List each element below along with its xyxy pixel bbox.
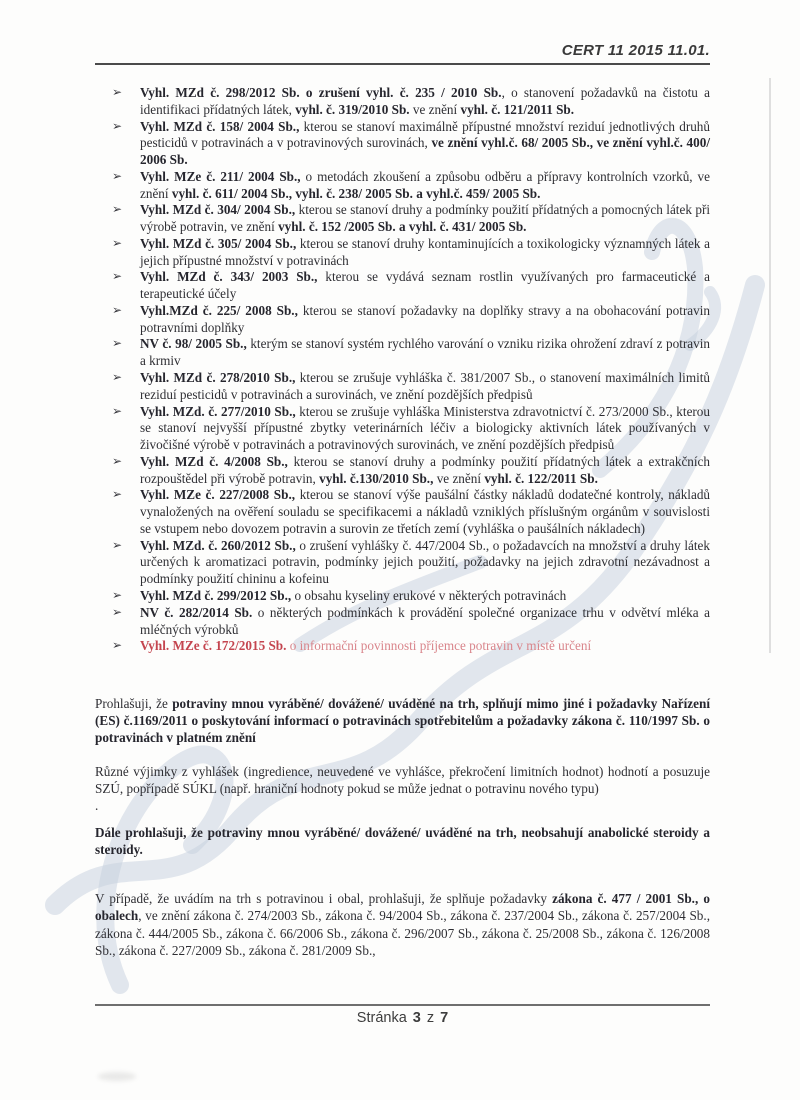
text-segment: Vyhl.MZd č. 225/ 2008 Sb., bbox=[140, 302, 298, 318]
arrow-bullet-icon: ➢ bbox=[112, 235, 123, 250]
text-segment: Různé výjimky z vyhlášek (ingredience, neuvedené ve vyhlášce, překročení limitních hodnot) hodnotí a posuzuje SZÚ, popřípadě SÚKL (např. hraniční hodnoty pokud se může jednat o potravinu nového typu) bbox=[95, 763, 714, 796]
arrow-bullet-icon: ➢ bbox=[112, 638, 123, 653]
regulation-item bbox=[95, 370, 714, 404]
paragraph bbox=[95, 797, 710, 814]
regulation-item bbox=[95, 302, 714, 337]
text-segment: V případě, že uvádím na trh s potravinou i obal, prohlašuji, že splňuje požadavky bbox=[95, 891, 553, 907]
arrow-bullet-icon: ➢ bbox=[112, 336, 123, 351]
arrow-bullet-icon: ➢ bbox=[112, 85, 123, 99]
footer-total-pages: 7 bbox=[440, 1010, 449, 1026]
arrow-bullet-icon: ➢ bbox=[112, 370, 123, 385]
text-segment: Vyhl. MZd. č. 260/2012 Sb., bbox=[140, 537, 296, 553]
text-segment: NV č. 98/ 2005 Sb., bbox=[140, 336, 247, 352]
text-segment: ve znění bbox=[409, 101, 461, 117]
text-segment: o obsahu kyseliny erukové v některých potravinách bbox=[291, 587, 567, 603]
paragraph bbox=[95, 824, 714, 858]
regulation-item bbox=[95, 269, 714, 303]
text-segment: o některých podmínkách k provádění společné organizace trhu v odvětví mléka a mléčných výrobků bbox=[140, 604, 714, 637]
text-segment: Vyhl. MZe č. 227/2008 Sb., bbox=[140, 487, 296, 503]
text-segment: kterou se zrušuje vyhláška č. 381/2007 Sb., o stanovení maximálních limitů reziduí pesticidů v potravinách a surovinách, ve znění pozdějších předpisů bbox=[140, 370, 714, 402]
footer-of-label: z bbox=[426, 1010, 435, 1026]
arrow-bullet-icon: ➢ bbox=[112, 487, 123, 502]
scan-smudge-artifact bbox=[98, 1072, 136, 1081]
regulation-item bbox=[95, 168, 714, 203]
footer-label: Stránka bbox=[356, 1010, 407, 1026]
paragraph bbox=[95, 890, 714, 959]
text-segment: Vyhl. MZd č. 278/2010 Sb., bbox=[140, 370, 296, 386]
text-segment: kterou se stanoví druhy a podmínky použití přídatných látek a extrakčních rozpouštědel při výrobě potravin, bbox=[140, 453, 714, 486]
arrow-bullet-icon: ➢ bbox=[112, 537, 123, 552]
text-segment: Vyhl. MZd č. 304/ 2004 Sb., bbox=[140, 202, 296, 218]
text-segment: Vyhl. MZd č. 299/2012 Sb., bbox=[140, 587, 292, 603]
text-segment: Vyhl. MZe č. 172/2015 Sb. bbox=[140, 638, 287, 654]
text-segment: vyhl. č. 122/2011 Sb. bbox=[484, 470, 598, 486]
paragraph bbox=[95, 695, 714, 746]
regulation-item bbox=[95, 235, 714, 270]
arrow-bullet-icon: ➢ bbox=[112, 604, 123, 619]
declarations bbox=[95, 695, 714, 959]
arrow-bullet-icon: ➢ bbox=[112, 202, 123, 217]
text-segment: vyhl. č. 152 /2005 Sb. a vyhl. č. 431/ 2005 Sb. bbox=[278, 219, 527, 235]
regulation-item bbox=[95, 588, 710, 605]
arrow-bullet-icon: ➢ bbox=[112, 269, 123, 284]
text-segment: kterou se zrušuje vyhláška Ministerstva zdravotnictví č. 273/2000 Sb., kterou se stanoví nejvyšší přípustné zbytky veterinárních léčiv a biologicky aktivních látek používaných v živočišné výrobě v potravinách a potravinových surovinách, ve znění pozdějších předpisů bbox=[140, 403, 714, 453]
text-segment: Prohlašuji, že bbox=[95, 696, 173, 712]
arrow-bullet-icon: ➢ bbox=[112, 168, 123, 183]
text-segment: , o stanovení požadavků na čistotu a identifikaci přídatných látek, bbox=[140, 85, 714, 117]
text-segment: kterým se stanoví systém rychlého varování o vzniku rizika ohrožení zdraví z potravin a krmiv bbox=[140, 336, 714, 369]
text-segment: vyhl. č.130/2010 Sb., bbox=[319, 470, 434, 486]
text-segment: Vyhl. MZd. č. 277/2010 Sb., bbox=[140, 403, 296, 419]
text-segment: kterou se stanoví druhy a podmínky použití přídatných a pomocných látek při výrobě potravin, ve znění bbox=[140, 202, 714, 235]
arrow-bullet-icon: ➢ bbox=[112, 587, 123, 602]
regulation-item bbox=[95, 85, 714, 119]
text-segment: Dále prohlašuji, že potraviny mnou vyráběné/ dovážené/ uváděné na trh, neobsahují anabolické steroidy a steroidy. bbox=[95, 824, 714, 858]
text-segment: kterou se stanoví maximálně přípustné množství reziduí jednotlivých druhů pesticidů v potravinách a v potravinových surovinách, bbox=[140, 118, 714, 151]
regulation-item bbox=[95, 453, 714, 488]
text-segment: ve znění bbox=[433, 470, 485, 486]
regulation-item bbox=[95, 202, 714, 236]
arrow-bullet-icon: ➢ bbox=[112, 403, 123, 418]
text-segment: Vyhl. MZd č. 343/ 2003 Sb., bbox=[140, 269, 318, 285]
regulation-item bbox=[95, 403, 714, 454]
text-segment: NV č. 282/2014 Sb. bbox=[140, 604, 253, 620]
regulation-item bbox=[95, 604, 714, 639]
text-segment: kterou se stanoví výše paušální částky nákladů dodatečné kontroly, nákladů vynaložených na ověření souladu se specifikacemi a nákladů vzniklých příslušným orgánům v souvislosti se vstupem nebo dovozem potravin a surovin ze třetích zemí (vyhláška o paušálních nákladech) bbox=[140, 487, 714, 536]
arrow-bullet-icon: ➢ bbox=[112, 453, 123, 468]
footer-page-number: 3 bbox=[412, 1010, 421, 1026]
regulation-item bbox=[95, 336, 714, 370]
text-segment: , ve znění zákona č. 274/2003 Sb., zákona č. 94/2004 Sb., zákona č. 237/2004 Sb., zákona č. 257/2004 Sb., zákona č. 444/2005 Sb., zákona č. 66/2006 Sb., zákona č. 296/2007 Sb., zákona č. 25/2008 Sb., zákona č. 126/2008 Sb., zákona č. 227/2009 Sb., zákona č. 281/2009 Sb., bbox=[95, 908, 714, 958]
paragraph bbox=[95, 763, 714, 797]
text-segment: Vyhl. MZe č. 211/ 2004 Sb., bbox=[140, 168, 301, 184]
regulation-list bbox=[95, 85, 714, 655]
text-segment: vyhl. č. 319/2010 Sb. bbox=[295, 101, 410, 117]
text-segment: Vyhl. MZd č. 158/ 2004 Sb., bbox=[140, 118, 300, 134]
text-segment: kterou se stanoví druhy kontaminujících a toxikologicky významných látek a jejich přípustné množství v potravinách bbox=[140, 235, 714, 268]
regulation-item bbox=[95, 537, 714, 588]
text-segment: vyhl. č. 121/2011 Sb. bbox=[460, 101, 575, 117]
text-segment: vyhl. č. 611/ 2004 Sb., vyhl. č. 238/ 2005 Sb. a vyhl.č. 459/ 2005 Sb. bbox=[171, 185, 541, 201]
text-segment: Vyhl. MZd č. 298/2012 Sb. o zrušení vyhl. č. 235 / 2010 Sb. bbox=[140, 85, 502, 100]
regulation-item bbox=[95, 487, 714, 537]
text-segment: potraviny mnou vyráběné/ dovážené/ uváděné na trh, splňují mimo jiné i požadavky Nařízení (ES) č.1169/2011 o poskytování informací o potravinách spotřebitelům a požadavky zákona č. 110/1997 Sb. o potravinách v platném znění bbox=[95, 696, 714, 746]
text-segment: kterou se vydává seznam rostlin využívaných pro farmaceutické a terapeutické účely bbox=[140, 269, 714, 302]
text-segment: Vyhl. MZd č. 4/2008 Sb., bbox=[140, 453, 288, 469]
arrow-bullet-icon: ➢ bbox=[112, 118, 123, 133]
document-header bbox=[95, 42, 710, 65]
text-segment: kterou se stanoví požadavky na doplňky stravy a na obohacování potravin potravními doplňky bbox=[140, 302, 714, 335]
text-segment: o metodách zkoušení a způsobu odběru a přípravy kontrolních vzorků, ve znění bbox=[140, 168, 714, 201]
document-code: CERT 11 2015 11.01. bbox=[561, 42, 710, 59]
regulation-item bbox=[95, 638, 710, 655]
text-segment: Vyhl. MZd č. 305/ 2004 Sb., bbox=[140, 235, 297, 251]
text-segment: . bbox=[95, 797, 99, 813]
page-footer bbox=[95, 1004, 710, 1026]
text-segment: ve znění vyhl.č. 68/ 2005 Sb., ve znění vyhl.č. 400/ 2006 Sb. bbox=[140, 135, 714, 168]
arrow-bullet-icon: ➢ bbox=[112, 302, 123, 317]
regulation-item bbox=[95, 118, 714, 169]
text-segment: o zrušení vyhlášky č. 447/2004 Sb., o požadavcích na množství a druhy látek určených k aromatizaci potravin, podmínky jejich použití, požadavky na jejich zdravotní nezávadnost a podmínky použití chininu a kofeinu bbox=[140, 537, 714, 587]
text-segment: zákona č. 477 / 2001 Sb., o obalech bbox=[95, 891, 714, 924]
text-segment: o informační povinnosti příjemce potravin v místě určení bbox=[286, 638, 592, 654]
